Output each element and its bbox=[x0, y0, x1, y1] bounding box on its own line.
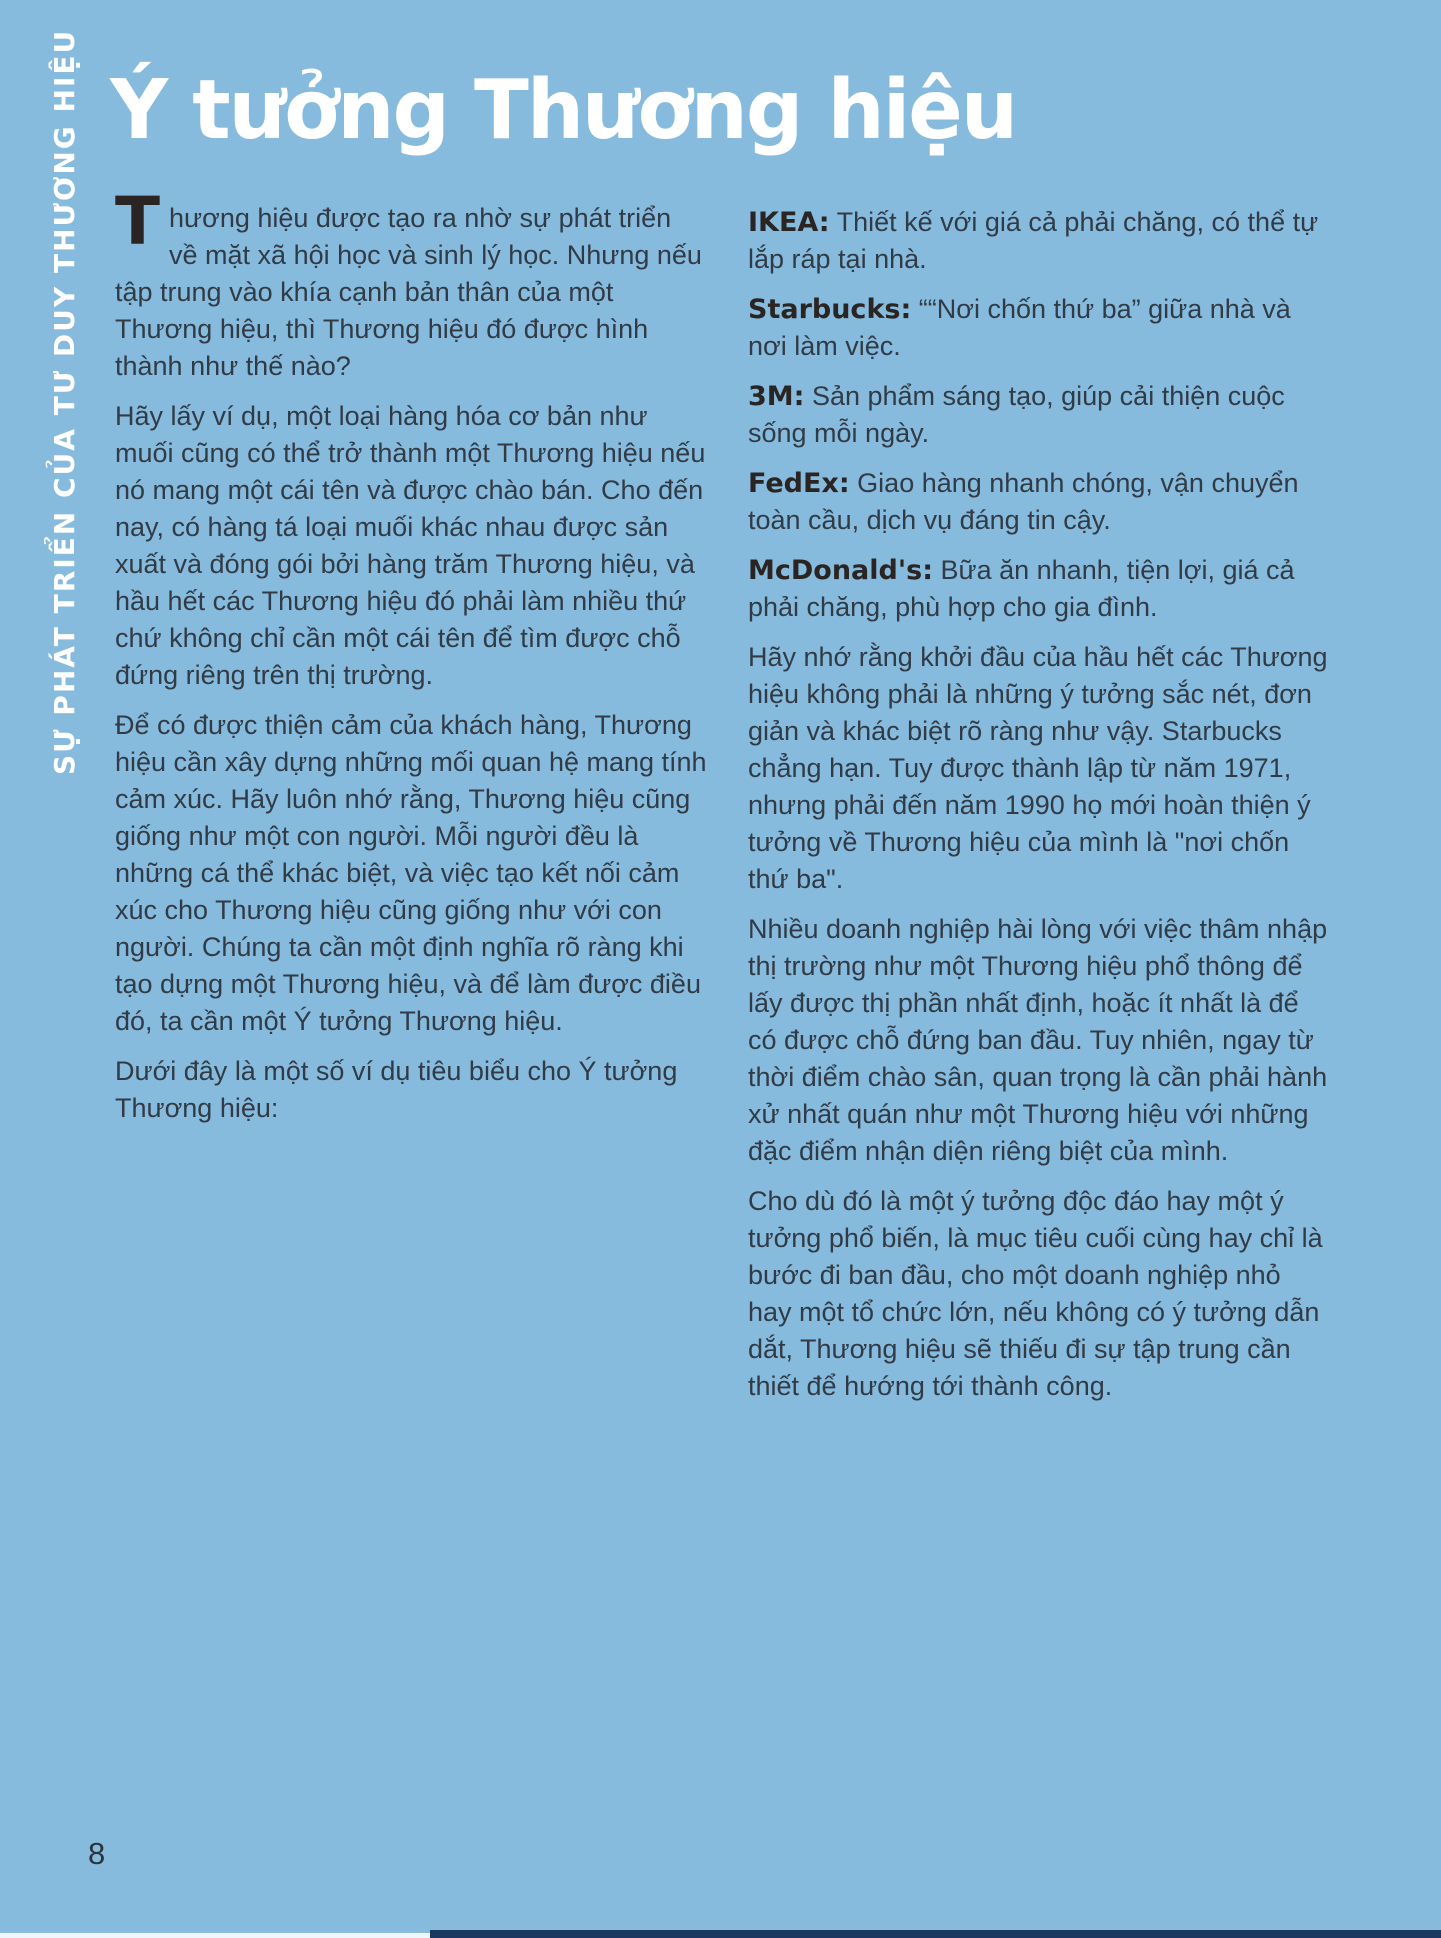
brand-entry bbox=[748, 204, 1330, 278]
brand-entry bbox=[748, 378, 1330, 452]
brand-name: McDonald's: bbox=[748, 555, 933, 586]
brand-entry bbox=[748, 291, 1330, 365]
brand-description: Bữa ăn nhanh, tiện lợi, giá cả phải chăng, phù hợp cho gia đình. bbox=[748, 555, 1295, 622]
paragraph: Dưới đây là một số ví dụ tiêu biểu cho Ý tưởng Thương hiệu: bbox=[115, 1056, 678, 1123]
paragraph: Nhiều doanh nghiệp hài lòng với việc thâm nhập thị trường như một Thương hiệu phổ thông để lấy được thị phần nhất định, hoặc ít nhất là để có được chỗ đứng ban đầu. Tuy nhiên, ngay từ thời điểm chào sân, quan trọng là cần phải hành xử nhất quán như một Thương hiệu với những đặc điểm nhận diện riêng biệt của mình. bbox=[748, 914, 1328, 1166]
paragraph: Để có được thiện cảm của khách hàng, Thương hiệu cần xây dựng những mối quan hệ mang tính cảm xúc. Hãy luôn nhớ rằng, Thương hiệu cũng giống như một con người. Mỗi người đều là những cá thể khác biệt, và việc tạo kết nối cảm xúc cho Thương hiệu cũng giống như với con người. Chúng ta cần một định nghĩa rõ ràng khi tạo dựng một Thương hiệu, và để làm được điều đó, ta cần một Ý tưởng Thương hiệu. bbox=[115, 710, 707, 1036]
brand-description: Sản phẩm sáng tạo, giúp cải thiện cuộc sống mỗi ngày. bbox=[748, 381, 1285, 448]
intro-paragraph-text: hương hiệu được tạo ra nhờ sự phát triển về mặt xã hội học và sinh lý học. Nhưng nếu tập trung vào khía cạnh bản thân của một Thương hiệu, thì Thương hiệu đó được hình thành như thế nào? bbox=[115, 203, 702, 381]
page-title: Ý tưởng Thương hiệu bbox=[110, 63, 1017, 158]
brand-name: FedEx: bbox=[748, 468, 850, 499]
right-column bbox=[748, 204, 1330, 1418]
brand-name: IKEA: bbox=[748, 207, 830, 238]
footer-bar bbox=[430, 1930, 1441, 1938]
brand-entry bbox=[748, 465, 1330, 539]
brand-description: Thiết kế với giá cả phải chăng, có thể tự lắp ráp tại nhà. bbox=[748, 207, 1319, 274]
drop-cap: T bbox=[115, 183, 161, 260]
brand-name: Starbucks: bbox=[748, 294, 912, 325]
left-column bbox=[115, 183, 707, 1140]
page-number: 8 bbox=[88, 1836, 106, 1871]
page-bottom-edge bbox=[0, 1933, 430, 1938]
brand-name: 3M: bbox=[748, 381, 805, 412]
paragraph: Cho dù đó là một ý tưởng độc đáo hay một ý tưởng phổ biến, là mục tiêu cuối cùng hay chỉ là bước đi ban đầu, cho một doanh nghiệp nhỏ hay một tổ chức lớn, nếu không có ý tưởng dẫn dắt, Thương hiệu sẽ thiếu đi sự tập trung cần thiết để hướng tới thành công. bbox=[748, 1186, 1323, 1401]
brand-entry bbox=[748, 552, 1330, 626]
brand-description: ““Nơi chốn thứ ba” giữa nhà và nơi làm việc. bbox=[748, 294, 1291, 361]
brand-description: Giao hàng nhanh chóng, vận chuyển toàn cầu, dịch vụ đáng tin cậy. bbox=[748, 468, 1299, 535]
paragraph: Hãy nhớ rằng khởi đầu của hầu hết các Thương hiệu không phải là những ý tưởng sắc nét, đơn giản và khác biệt rõ ràng như vậy. Starbucks chẳng hạn. Tuy được thành lập từ năm 1971, nhưng phải đến năm 1990 họ mới hoàn thiện ý tưởng về Thương hiệu của mình là "nơi chốn thứ ba". bbox=[748, 642, 1328, 894]
chapter-sidebar-label: SỰ PHÁT TRIỂN CỦA TƯ DUY THƯƠNG HIỆU bbox=[48, 28, 81, 775]
paragraph: Hãy lấy ví dụ, một loại hàng hóa cơ bản như muối cũng có thể trở thành một Thương hiệu nếu nó mang một cái tên và được chào bán. Cho đến nay, có hàng tá loại muối khác nhau được sản xuất và đóng gói bởi hàng trăm Thương hiệu, và hầu hết các Thương hiệu đó phải làm nhiều thứ chứ không chỉ cần một cái tên để tìm được chỗ đứng riêng trên thị trường. bbox=[115, 401, 706, 690]
intro-paragraph bbox=[115, 183, 707, 385]
